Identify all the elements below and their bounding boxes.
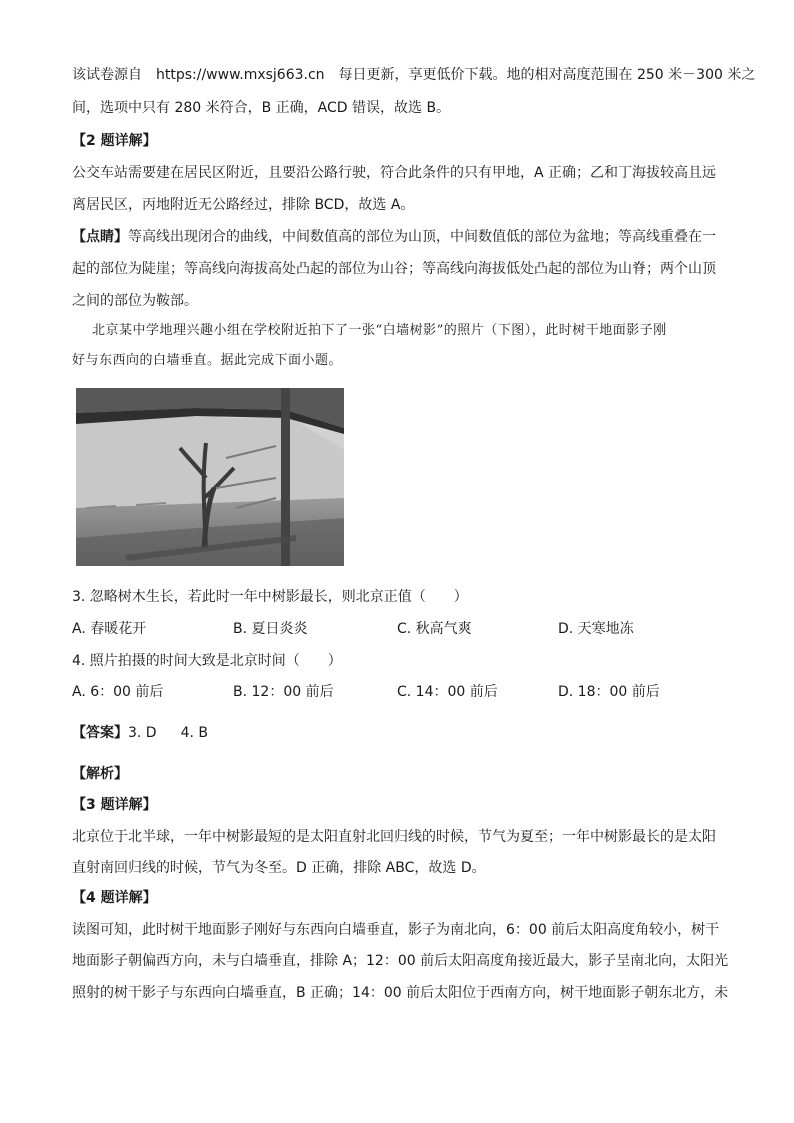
option-3-c: C. 秋高气爽 bbox=[397, 621, 472, 637]
tip-tag: 【点睛】 bbox=[72, 229, 128, 245]
answer-line bbox=[72, 724, 208, 742]
text-line: 起的部位为陡崖；等高线向海拔高处凸起的部位为山谷；等高线向海拔低处凸起的部位为山脊；两个山顶 bbox=[72, 261, 716, 277]
text-line: 该试卷源自 https://www.mxsj663.cn 每日更新，享更低价下载。地的相对高度范围在 250 米－300 米之 bbox=[72, 67, 756, 83]
answer-tag: 【答案】 bbox=[72, 725, 128, 741]
option-3-d: D. 天寒地冻 bbox=[558, 621, 634, 637]
question-stem: 好与东西向的白墙垂直。据此完成下面小题。 bbox=[72, 353, 343, 368]
text-line bbox=[72, 228, 716, 246]
option-3-b: B. 夏日炎炎 bbox=[233, 621, 308, 637]
text-line: 公交车站需要建在居民区附近，且要沿公路行驶，符合此条件的只有甲地，A 正确；乙和丁海拔较高且远 bbox=[72, 165, 717, 181]
option-4-d: D. 18：00 前后 bbox=[558, 684, 660, 700]
text-line: 直射南回归线的时候，节气为冬至。D 正确，排除 ABC，故选 D。 bbox=[72, 860, 486, 876]
section-heading-q2: 【2 题详解】 bbox=[72, 133, 157, 149]
section-heading-q4: 【4 题详解】 bbox=[72, 890, 157, 906]
text-line: 离居民区，丙地附近无公路经过，排除 BCD，故选 A。 bbox=[72, 197, 415, 213]
question-3: 3. 忽略树木生长，若此时一年中树影最长，则北京正值（ ） bbox=[72, 589, 468, 605]
tip-text: 等高线出现闭合的曲线，中间数值高的部位为山顶，中间数值低的部位为盆地；等高线重叠在一 bbox=[128, 229, 716, 245]
answer-3: 3. D bbox=[128, 725, 157, 741]
text-line: 地面影子朝偏西方向，未与白墙垂直，排除 A；12：00 前后太阳高度角接近最大，影子呈南北向，太阳光 bbox=[72, 953, 729, 969]
question-stem: 北京某中学地理兴趣小组在学校附近拍下了一张“白墙树影”的照片（下图），此时树干地面影子刚 bbox=[92, 323, 667, 338]
text-line: 北京位于北半球，一年中树影最短的是太阳直射北回归线的时候，节气为夏至；一年中树影最长的是太阳 bbox=[72, 829, 716, 845]
option-3-a: A. 春暖花开 bbox=[72, 621, 147, 637]
analysis-heading: 【解析】 bbox=[72, 766, 128, 782]
text-line: 之间的部位为鞍部。 bbox=[72, 293, 198, 309]
answer-4: 4. B bbox=[180, 725, 209, 741]
white-wall-tree-shadow-photo bbox=[76, 388, 344, 566]
text-line: 间，选项中只有 280 米符合，B 正确，ACD 错误，故选 B。 bbox=[72, 100, 451, 116]
option-4-a: A. 6：00 前后 bbox=[72, 684, 164, 700]
text-line: 读图可知，此时树干地面影子刚好与东西向白墙垂直，影子为南北向，6：00 前后太阳高度角较小，树干 bbox=[72, 922, 720, 938]
option-4-b: B. 12：00 前后 bbox=[233, 684, 334, 700]
section-heading-q3: 【3 题详解】 bbox=[72, 797, 157, 813]
question-4: 4. 照片拍摄的时间大致是北京时间（ ） bbox=[72, 653, 342, 669]
option-4-c: C. 14：00 前后 bbox=[397, 684, 498, 700]
text-line: 照射的树干影子与东西向白墙垂直，B 正确；14：00 前后太阳位于西南方向，树干地面影子朝东北方，未 bbox=[72, 985, 729, 1001]
